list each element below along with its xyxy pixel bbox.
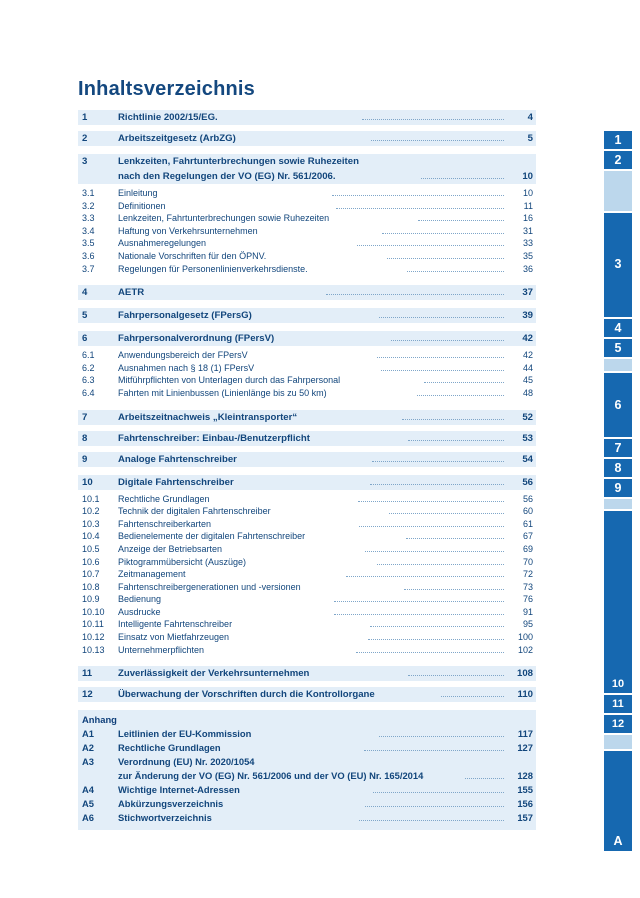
toc-entry-a4[interactable] [78,783,536,797]
leader-dots [418,220,504,221]
toc-number: 10 [82,476,93,488]
toc-page-number: 91 [522,606,533,617]
toc-number: 4 [82,287,88,299]
toc-number: 3.3 [82,213,95,224]
toc-entry-8[interactable] [78,431,536,446]
leader-dots [381,370,504,371]
leader-dots [387,258,504,259]
toc-label: Digitale Fahrtenschreiber [118,476,234,488]
toc-page-number: 45 [522,375,533,386]
toc-number: 10.9 [82,594,100,605]
toc-entry-10[interactable] [78,475,536,490]
leader-dots [358,501,504,502]
toc-page-number: 72 [523,569,534,580]
chapter-tab-5[interactable]: 5 [604,339,632,357]
toc-page-number: 155 [517,784,533,796]
toc-entry-10-4[interactable] [78,530,536,543]
toc-number: 10.10 [82,606,105,617]
toc-number: 10.2 [82,506,100,517]
toc-label: Einsatz von Mietfahrzeugen [118,632,230,643]
chapter-tab-7[interactable]: 7 [604,439,632,457]
toc-number: 3.2 [82,200,95,211]
leader-dots [334,614,504,615]
toc-number: 10.3 [82,518,100,529]
toc-entry-2[interactable] [78,131,536,146]
leader-dots [332,195,504,196]
toc-label: Ausdrucke [118,606,161,617]
leader-dots [377,564,504,565]
toc-page-number: 53 [522,432,533,444]
toc-label: Bedienung [118,594,162,605]
chapter-tab-1[interactable]: 1 [604,131,632,149]
toc-label: Wichtige Internet-Adressen [118,784,240,796]
toc-entry-6-4[interactable] [78,387,536,400]
toc-label: Fahrtenschreiber: Einbau-/Benutzerpflicht [118,432,310,444]
toc-label: Rechtliche Grundlagen [118,493,210,504]
chapter-tab-6[interactable]: 6 [604,373,632,437]
toc-number: 2 [82,133,88,144]
toc-entry-10-1[interactable] [78,493,536,506]
toc-entry-3-6[interactable] [78,250,536,263]
toc-page-number: 4 [527,112,533,123]
toc-number: 7 [82,411,88,423]
toc-entry-a3[interactable] [78,755,536,783]
toc-label: Zeitmanagement [118,569,186,580]
toc-entry-7[interactable] [78,410,536,425]
toc-label: Definitionen [118,200,166,211]
toc-label: AETR [118,287,145,299]
toc-number: 10.1 [82,493,100,504]
leader-dots [402,419,504,420]
toc-page-number: 10 [522,171,533,182]
toc-number: 11 [82,668,93,680]
tab-spacer-3 [604,499,632,509]
tab-spacer-1 [604,171,632,211]
toc-number: 6 [82,333,88,345]
toc-page-number: 42 [522,333,534,345]
toc-label: Anwendungsbereich der FPersV [118,350,248,361]
toc-number: A5 [82,798,94,810]
toc-number: 12 [82,689,93,701]
toc-label: Bedienelemente der digitalen Fahrtenschreiber [118,531,306,542]
toc-entry-10-8[interactable] [78,581,536,594]
toc-entry-3-2[interactable] [78,200,536,213]
toc-number: A2 [82,742,94,754]
appendix-block [78,710,536,830]
leader-dots [441,696,504,697]
toc-label-line2: nach den Regelungen der VO (EG) Nr. 561/2006. [118,171,336,182]
toc-page-number: 110 [517,689,533,701]
toc-number: A3 [82,756,94,768]
toc-page-number: 48 [522,387,533,398]
toc-entry-12[interactable] [78,687,536,702]
toc-label: Fahrten mit Linienbussen (Linienlänge bis zu 50 km) [118,387,327,398]
toc-number: 3.1 [82,188,95,198]
toc-label: Richtlinie 2002/15/EG. [118,112,218,123]
toc-label: Analoge Fahrtenschreiber [118,453,237,465]
leader-dots [389,513,504,514]
chapter-tab-2[interactable]: 2 [604,151,632,169]
chapter-tab-9[interactable]: 9 [604,479,632,497]
toc-label: Fahrtenschreiberkarten [118,518,212,529]
toc-page-number: 35 [522,250,533,261]
toc-entry-a5[interactable] [78,797,536,811]
toc-label-line2: zur Änderung der VO (EG) Nr. 561/2006 und der VO (EU) Nr. 165/2014 [118,770,424,782]
toc-number: 10.11 [82,619,104,630]
toc-entry-1[interactable] [78,110,536,125]
toc-number: 10.12 [82,632,105,643]
leader-dots [465,778,504,779]
leader-dots [377,357,504,358]
toc-page-number: 157 [517,812,533,824]
toc-entry-3-5[interactable] [78,237,536,250]
leader-dots [356,652,504,653]
toc-number: 9 [82,453,88,465]
leader-dots [373,792,504,793]
leader-dots [371,140,504,141]
toc-entry-3-3[interactable] [78,212,536,225]
toc-label: Fahrpersonalverordnung (FPersV) [118,333,275,345]
toc-number: 6.2 [82,362,95,373]
toc-entry-6-2[interactable] [78,362,536,375]
toc-page-number: 73 [522,581,533,592]
toc-page-number: 61 [523,518,534,529]
toc-number: 3.4 [82,225,95,236]
toc-label: Leitlinien der EU-Kommission [118,728,252,740]
toc-entry-11[interactable] [78,666,536,681]
toc-label: Anzeige der Betriebsarten [118,543,223,554]
toc-entry-6-3[interactable] [78,374,536,387]
toc-label: Einleitung [118,188,158,198]
toc-number: 10.7 [82,569,100,580]
leader-dots [421,178,504,179]
toc-label: Ausnahmen nach § 18 (1) FPersV [118,362,255,373]
toc-entry-10-12[interactable] [78,631,536,644]
table-of-contents [78,110,536,830]
leader-dots [382,233,504,234]
toc-page-number: 102 [517,644,534,655]
toc-label: Stichwortverzeichnis [118,812,212,824]
toc-entry-10-2[interactable] [78,505,536,518]
toc-number: 5 [82,310,88,322]
toc-entry-10-10[interactable] [78,606,536,619]
toc-label: Fahrpersonalgesetz (FPersG) [118,310,252,322]
leader-dots [417,395,504,396]
leader-dots [357,245,504,246]
leader-dots [407,271,504,272]
toc-entry-3[interactable] [78,154,536,184]
toc-page-number: 70 [522,556,533,567]
toc-page-number: 127 [517,742,533,754]
toc-entry-5[interactable] [78,308,536,323]
toc-number: A4 [82,784,94,796]
leader-dots [424,382,504,383]
toc-page-number: 33 [523,238,534,249]
toc-page-number: 36 [522,263,533,274]
leader-dots [379,317,504,318]
toc-number: 10.6 [82,556,100,567]
appendix-heading: Anhang [82,714,117,726]
toc-label: Technik der digitalen Fahrtenschreiber [118,506,271,517]
leader-dots [406,538,504,539]
toc-number: 10.5 [82,543,100,554]
toc-page-number: 52 [522,411,534,423]
toc-label: Unternehmerpflichten [118,644,205,655]
toc-number: 8 [82,432,88,444]
toc-number: 10.4 [82,531,100,542]
toc-entry-3-1[interactable] [78,187,536,200]
toc-label: Zuverlässigkeit der Verkehrsunternehmen [118,668,310,680]
toc-number: 10.13 [82,644,105,655]
leader-dots [408,675,504,676]
toc-entry-a2[interactable] [78,741,536,755]
leader-dots [365,806,504,807]
tab-spacer-2 [604,359,632,371]
toc-page-number: 60 [522,506,533,517]
toc-page-number: 100 [517,632,534,643]
toc-label: Nationale Vorschriften für den ÖPNV. [118,250,267,261]
toc-entry-10-6[interactable] [78,556,536,569]
toc-page-number: 44 [523,362,534,373]
leader-dots [334,601,504,602]
toc-number: 10.8 [82,581,100,592]
leader-dots [368,639,504,640]
toc-label: Haftung von Verkehrsunternehmen [118,225,258,236]
toc-label: Regelungen für Personenlinienverkehrsdienste. [118,263,308,274]
leader-dots [404,589,504,590]
toc-page-number: 156 [517,798,533,810]
leader-dots [359,526,504,527]
toc-number: 6.4 [82,387,95,398]
toc-entry-3-7[interactable] [78,263,536,276]
toc-number: A6 [82,812,94,824]
toc-page-number: 108 [517,668,534,680]
tab-spacer-4 [604,735,632,749]
toc-entry-6[interactable] [78,331,536,346]
toc-entry-4[interactable] [78,285,536,300]
toc-number: 6.1 [82,350,95,361]
toc-page-number: 10 [522,188,533,198]
leader-dots [372,461,504,462]
toc-entry-6-1[interactable] [78,349,536,362]
toc-page-number: 95 [523,619,534,630]
toc-entry-10-7[interactable] [78,568,536,581]
toc-page-number: 42 [523,350,534,361]
toc-label: Lenkzeiten, Fahrtunterbrechungen sowie Ruhezeiten [118,156,359,167]
chapter-tab-11[interactable]: 11 [604,695,632,713]
toc-number: 3 [82,156,88,167]
toc-number: 3.7 [82,263,95,274]
toc-entry-a1[interactable] [78,727,536,741]
toc-page-number: 11 [523,200,533,211]
chapter-tab-12[interactable]: 12 [604,715,632,733]
toc-number: 1 [82,112,88,123]
leader-dots [364,750,504,751]
chapter-tab-8[interactable]: 8 [604,459,632,477]
toc-page-number: 67 [522,531,533,542]
toc-page-number: 56 [522,493,533,504]
toc-page-number: 128 [517,770,533,782]
toc-entry-10-11[interactable] [78,618,536,631]
toc-page-number: 16 [523,213,534,224]
chapter-tab-3[interactable]: 3 [604,213,632,317]
leader-dots [391,340,504,341]
toc-label: Lenkzeiten, Fahrtunterbrechungen sowie Ruhezeiten [118,213,330,224]
leader-dots [326,294,504,295]
toc-label: Piktogrammübersicht (Auszüge) [118,556,247,567]
toc-number: A1 [82,728,94,740]
toc-entry-a6[interactable] [78,811,536,825]
toc-page-number: 31 [522,225,533,236]
chapter-tab-a[interactable]: A [604,751,632,851]
toc-number: 3.5 [82,238,95,249]
toc-page-number: 5 [527,133,533,144]
leader-dots [379,736,504,737]
toc-entry-3-4[interactable] [78,225,536,238]
leader-dots [365,551,504,552]
chapter-tab-10[interactable]: 10 [604,511,632,693]
toc-label: Ausnahmeregelungen [118,238,207,249]
toc-page-number: 39 [522,310,534,322]
toc-label: Überwachung der Vorschriften durch die Kontrollorgane [118,689,375,701]
toc-number: 6.3 [82,375,95,386]
toc-entry-10-5[interactable] [78,543,536,556]
leader-dots [408,440,504,441]
chapter-tab-4[interactable]: 4 [604,319,632,337]
toc-label: Rechtliche Grundlagen [118,742,221,754]
toc-entry-10-3[interactable] [78,518,536,531]
toc-label: Abkürzungsverzeichnis [118,798,224,810]
leader-dots [370,626,504,627]
toc-page-number: 76 [523,594,534,605]
leader-dots [359,820,504,821]
toc-label: Fahrtenschreibergenerationen und -versionen [118,581,301,592]
toc-page-number: 37 [522,287,533,299]
toc-page-number: 56 [522,476,534,488]
toc-entry-9[interactable] [78,452,536,467]
toc-page-number: 54 [522,453,534,465]
toc-page-number: 69 [522,543,533,554]
toc-label: Mitführpflichten von Unterlagen durch das Fahrpersonal [118,375,341,386]
leader-dots [362,119,504,120]
toc-label: Arbeitszeitnachweis „Kleintransporter“ [118,411,298,423]
toc-label: Verordnung (EU) Nr. 2020/1054 [118,756,255,768]
leader-dots [336,208,504,209]
toc-number: 3.6 [82,250,95,261]
toc-page-number: 117 [517,728,534,740]
toc-entry-10-9[interactable] [78,593,536,606]
page-title: Inhaltsverzeichnis [78,78,255,100]
toc-label: Arbeitszeitgesetz (ArbZG) [118,133,236,144]
chapter-tab-strip [604,131,632,853]
toc-label: Intelligente Fahrtenschreiber [118,619,233,630]
leader-dots [346,576,504,577]
leader-dots [370,484,504,485]
toc-entry-10-13[interactable] [78,644,536,657]
